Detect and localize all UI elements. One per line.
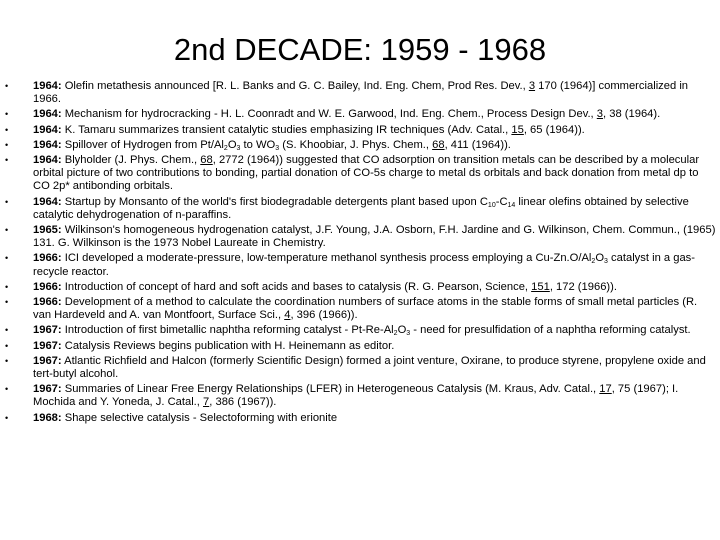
item-text: Shape selective catalysis - Selectoforming with erionite xyxy=(61,411,338,424)
item-text: Introduction of concept of hard and soft acids and bases to catalysis (R. G. Pearson, Science, xyxy=(61,280,532,293)
item-text: Mechanism for hydrocracking - H. L. Coonradt and W. E. Garwood, Ind. Eng. Chem., Process Design Dev., xyxy=(61,108,597,121)
item-year: 1968: xyxy=(33,411,62,424)
list-item xyxy=(5,139,717,152)
list-item xyxy=(5,196,717,222)
subscript: 3 xyxy=(275,144,280,152)
item-text: , 172 (1966)). xyxy=(549,280,617,293)
item-text: Catalysis Reviews begins publication with H. Heinemann as editor. xyxy=(61,339,395,352)
bullet-icon: • xyxy=(5,139,9,150)
subscript: 3 xyxy=(406,330,411,338)
item-text: O xyxy=(595,252,605,265)
item-text: Olefin metathesis announced [R. L. Banks and G. C. Bailey, Ind. Eng. Chem, Prod Res. Dev., xyxy=(61,80,529,92)
item-year: 1967: xyxy=(33,354,62,367)
volume-number: 17 xyxy=(599,383,612,396)
item-year: 1964: xyxy=(33,80,62,92)
volume-number: 15 xyxy=(511,123,524,136)
list-item xyxy=(5,252,717,278)
volume-number: 3 xyxy=(596,108,604,121)
item-text: Atlantic Richfield and Halcon (formerly Scientific Design) formed a joint venture, Oxirane, to produce styrene, propylene oxide and tert-butyl alcohol. xyxy=(33,354,706,381)
volume-number: 68 xyxy=(432,138,445,151)
item-text: Startup by Monsanto of the world's first biodegradable detergents plant based upon C xyxy=(61,195,488,208)
subscript: 3 xyxy=(604,258,608,266)
bullet-icon: • xyxy=(5,297,9,308)
list-item xyxy=(5,296,717,322)
subscript: 2 xyxy=(223,144,228,152)
list-item xyxy=(5,80,717,106)
item-text: , 411 (1964)). xyxy=(444,138,511,151)
bullet-icon: • xyxy=(5,225,9,236)
bullet-icon: • xyxy=(5,155,9,166)
bullet-icon: • xyxy=(5,325,9,336)
slide-title: 2nd DECADE: 1959 - 1968 xyxy=(173,32,547,67)
milestone-list xyxy=(5,80,717,427)
item-text: Summaries of Linear Free Energy Relationships (LFER) in Heterogeneous Catalysis (M. Kraus, Adv. Catal., xyxy=(61,383,600,396)
list-item xyxy=(5,383,717,409)
list-item xyxy=(5,108,717,121)
item-text: to WO xyxy=(240,138,276,151)
list-item xyxy=(5,340,717,353)
item-text: O xyxy=(397,324,407,337)
list-item xyxy=(5,355,717,381)
item-text: , 2772 (1964)) suggested that CO adsorption on transition metals can be described by a molecular orbital picture of two contributions to bonding, partial donation of CO-5s charge to metal ds orbitals and back donation from metal dp to CO 2p* antibonding orbitals. xyxy=(33,154,700,193)
bullet-icon: • xyxy=(5,81,9,91)
list-item xyxy=(5,412,717,425)
item-text: ICI developed a moderate-pressure, low-temperature methanol synthesis process employing a Cu-Zn.O/Al xyxy=(61,252,592,265)
item-text: linear olefins obtained by selective catalytic dehydrogenation of n-paraffins. xyxy=(33,195,689,221)
volume-number: 4 xyxy=(284,309,291,322)
subscript: 14 xyxy=(507,201,516,209)
item-text: , 75 (1967); I. Mochida and Y. Yoneda, J. Catal., xyxy=(33,383,679,409)
item-text: (S. Khoobiar, J. Phys. Chem., xyxy=(279,138,433,151)
item-year: 1964: xyxy=(33,154,62,167)
item-year: 1964: xyxy=(33,123,62,136)
volume-number: 68 xyxy=(200,154,213,167)
bullet-icon: • xyxy=(5,124,9,135)
bullet-icon: • xyxy=(5,253,9,264)
bullet-icon: • xyxy=(5,355,9,366)
item-year: 1966: xyxy=(33,296,62,309)
list-item xyxy=(5,324,717,337)
list-item xyxy=(5,281,717,294)
item-text: , 65 (1964)). xyxy=(523,123,585,136)
item-text: 170 (1964)] commercialized in 1966. xyxy=(33,80,689,106)
item-text: , 386 (1967)). xyxy=(209,396,277,409)
subscript: 10 xyxy=(487,201,496,209)
item-year: 1967: xyxy=(33,383,62,396)
volume-number: 3 xyxy=(528,80,536,92)
list-item xyxy=(5,224,717,250)
list-item xyxy=(5,154,717,194)
bullet-icon: • xyxy=(5,281,9,292)
item-text: O xyxy=(227,138,237,151)
item-year: 1965: xyxy=(33,224,62,237)
item-text: , 38 (1964). xyxy=(603,108,661,121)
subscript: 2 xyxy=(393,330,398,338)
item-year: 1964: xyxy=(33,108,62,121)
item-text: , 396 (1966)). xyxy=(290,309,358,322)
subscript: 2 xyxy=(591,258,596,266)
bullet-icon: • xyxy=(5,412,9,423)
item-text: K. Tamaru summarizes transient catalytic studies emphasizing IR techniques (Adv. Catal., xyxy=(61,123,512,136)
item-year: 1966: xyxy=(33,280,62,293)
item-text: Development of a method to calculate the coordination numbers of surface atoms in the stable forms of small metal particles (R. van Hardeveld and A. van Montfoort, Surface Sci., xyxy=(33,296,698,322)
bullet-icon: • xyxy=(5,196,9,207)
item-year: 1964: xyxy=(33,138,62,151)
item-text: Blyholder (J. Phys. Chem., xyxy=(61,154,201,167)
item-year: 1967: xyxy=(33,324,62,337)
item-text: Introduction of first bimetallic naphtha reforming catalyst - Pt-Re-Al xyxy=(61,324,394,337)
bullet-icon: • xyxy=(5,340,9,351)
item-text: Wilkinson's homogeneous hydrogenation catalyst, J.F. Young, J.A. Osborn, F.H. Jardine and G. Wilkinson, Chem. Commun., (1965) 131. G. Wilkinson is the 1973 Nobel Laureate in Chemistry. xyxy=(33,224,716,250)
item-text: Spillover of Hydrogen from Pt/Al xyxy=(61,138,224,151)
bullet-icon: • xyxy=(5,384,9,395)
item-year: 1964: xyxy=(33,195,62,208)
item-text: - need for presulfidation of a naphtha reforming catalyst. xyxy=(410,324,691,337)
bullet-icon: • xyxy=(5,109,9,120)
item-year: 1967: xyxy=(33,339,62,352)
list-item xyxy=(5,124,717,137)
item-text: catalyst in a gas-recycle reactor. xyxy=(33,252,695,278)
subscript: 3 xyxy=(236,144,241,152)
volume-number: 151 xyxy=(531,280,550,293)
volume-number: 7 xyxy=(203,396,210,409)
item-text: -C xyxy=(495,195,508,208)
item-year: 1966: xyxy=(33,252,62,265)
